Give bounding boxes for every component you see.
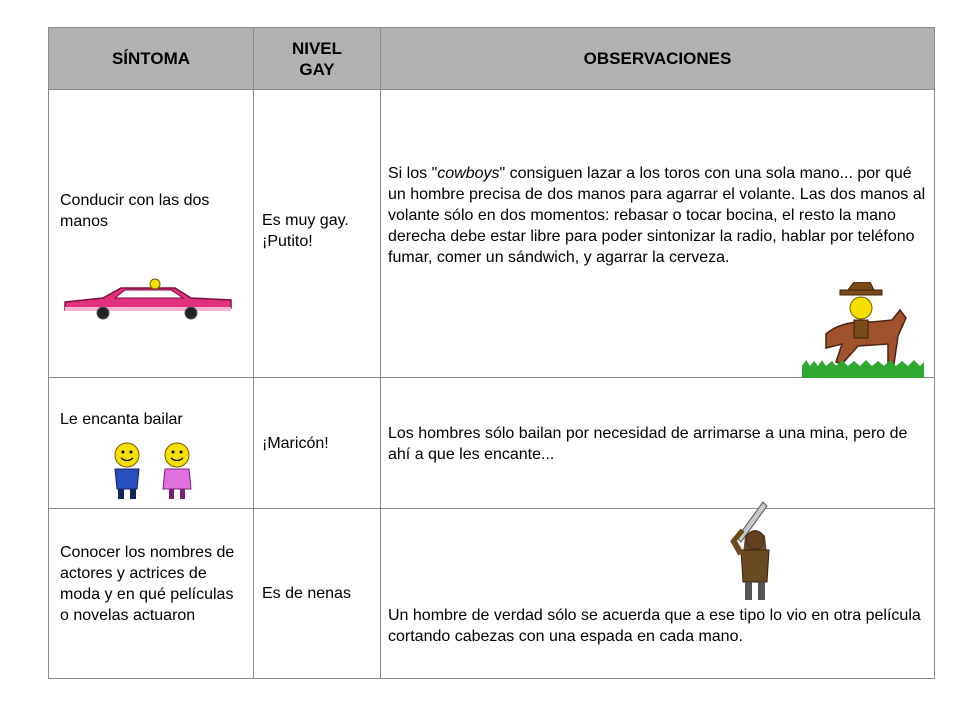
observation-text-end: " consiguen lazar a los toros con una sola mano... por qué un hombre precisa de dos manos para agarrar el volante. Las dos manos al volante sólo en dos momentos: rebasar o tocar bocina, el resto la mano derecha debe estar libre para poder sintonizar la radio, hablar por teléfono fumar, comer un sándwich, y agarrar la cerveza.: [388, 165, 926, 266]
dancing-couple-icon: [107, 441, 197, 501]
level-text: Es muy gay. ¡Putito!: [262, 212, 349, 250]
observation-text: Los hombres sólo bailan por necesidad de arrimarse a una mina, pero de ahí a que les encante...: [388, 425, 908, 463]
symptom-cell: [49, 378, 254, 509]
symptom-text: Conocer los nombres de actores y actrices de moda y en qué películas o novelas actuaron: [60, 544, 235, 624]
observation-text-start: Si los ": [388, 165, 438, 182]
symptom-text: Le encanta bailar: [60, 411, 183, 428]
observation-text: Un hombre de verdad sólo se acuerda que a ese tipo lo vio en otra película cortando cabezas con una espada en cada mano.: [388, 607, 921, 645]
cowboy-on-horse-icon: [802, 282, 924, 378]
symptom-text: Conducir con las dos manos: [60, 192, 210, 230]
level-cell: [254, 90, 381, 378]
symptoms-table: [48, 27, 935, 679]
level-cell: [254, 509, 381, 679]
observation-text-emphasis: cowboys: [437, 165, 500, 182]
observation-cell: [381, 378, 935, 509]
header-sintoma: SÍNTOMA: [49, 28, 254, 90]
level-text: ¡Maricón!: [262, 435, 329, 452]
header-nivel-gay: NIVEL GAY: [254, 28, 381, 90]
observation-cell: [381, 90, 935, 378]
swordsman-icon: [715, 500, 779, 604]
pink-car-icon: [63, 278, 233, 322]
table-row: [49, 90, 935, 378]
observation-text: [388, 163, 931, 268]
level-cell: [254, 378, 381, 509]
table-row: [49, 509, 935, 679]
observation-cell: [381, 509, 935, 679]
symptom-cell: [49, 90, 254, 378]
level-text: Es de nenas: [262, 585, 351, 602]
table-row: [49, 378, 935, 509]
header-row: [49, 28, 935, 90]
symptom-cell: [49, 509, 254, 679]
header-observaciones: OBSERVACIONES: [381, 28, 935, 90]
